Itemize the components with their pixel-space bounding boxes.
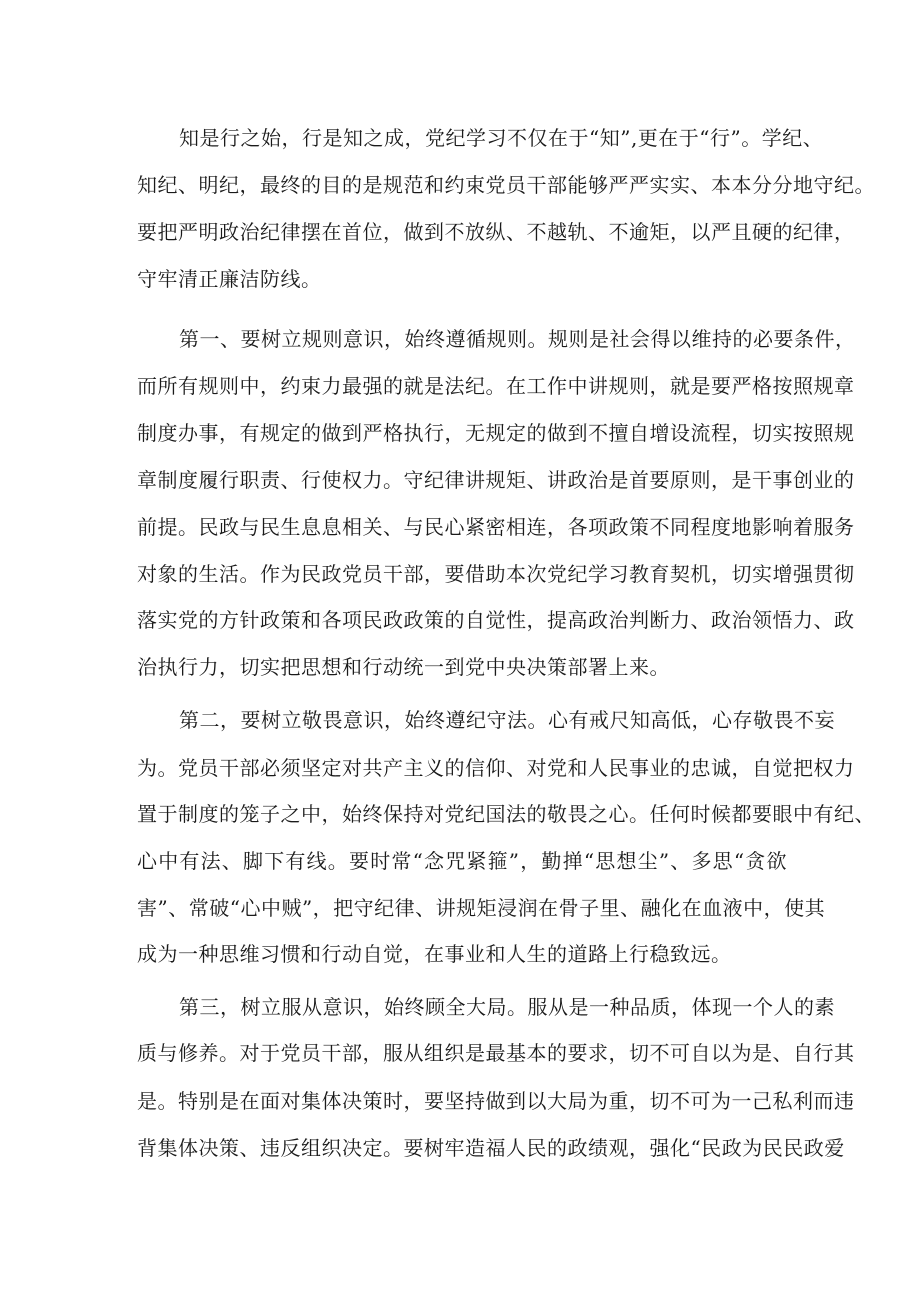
text-line: 治执行力，切实把思想和行动统一到党中央决策部署上来。 [137, 655, 670, 679]
text-line: 知是行之始，行是知之成，党纪学习不仅在于“知”,更在于“行”。学纪、 [179, 126, 824, 150]
text-line: 知纪、明纪，最终的目的是规范和约束党员干部能够严严实实、本本分分地守纪。 [137, 173, 875, 197]
text-line: 第一、要树立规则意识，始终遵循规则。规则是社会得以维持的必要条件， [179, 327, 856, 351]
text-line: 落实党的方针政策和各项民政政策的自觉性，提高政治判断力、政治领悟力、政 [137, 608, 855, 632]
text-line: 要把严明政治纪律摆在首位，做到不放纵、不越轨、不逾矩，以严且硬的纪律， [137, 220, 855, 244]
text-line: 前提。民政与民生息息相关、与民心紧密相连，各项政策不同程度地影响着服务 [137, 515, 855, 539]
text-line: 置于制度的笼子之中，始终保持对党纪国法的敬畏之心。任何时候都要眼中有纪、 [137, 802, 875, 826]
text-line: 第二，要树立敬畏意识，始终遵纪守法。心有戒尺知高低，心存敬畏不妄 [179, 708, 835, 732]
text-line: 背集体决策、违反组织决定。要树牢造福人民的政绩观，强化“民政为民民政爱 [137, 1136, 845, 1160]
text-line: 心中有法、脚下有线。要时常“念咒紧箍”，勤掸“思想尘”、多思“贪欲 [137, 849, 787, 873]
text-line: 制度办事，有规定的做到严格执行，无规定的做到不擅自增设流程，切实按照规 [137, 421, 855, 445]
text-line: 害”、常破“心中贼”，把守纪律、讲规矩浸润在骨子里、融化在血液中，使其 [137, 896, 826, 920]
text-line: 章制度履行职责、行使权力。守纪律讲规矩、讲政治是首要原则，是干事创业的 [137, 468, 855, 492]
text-line: 为。党员干部必须坚定对共产主义的信仰、对党和人民事业的忠诚，自觉把权力 [137, 756, 855, 780]
text-line: 守牢清正廉洁防线。 [137, 267, 322, 291]
text-line: 而所有规则中，约束力最强的就是法纪。在工作中讲规则，就是要严格按照规章 [137, 374, 855, 398]
text-line: 对象的生活。作为民政党员干部，要借助本次党纪学习教育契机，切实增强贯彻 [137, 562, 855, 586]
text-line: 是。特别是在面对集体决策时，要坚持做到以大局为重，切不可为一己私利而违 [137, 1089, 855, 1113]
text-line: 第三，树立服从意识，始终顾全大局。服从是一种品质，体现一个人的素 [179, 995, 835, 1019]
text-line: 质与修养。对于党员干部，服从组织是最基本的要求，切不可自以为是、自行其 [137, 1041, 855, 1065]
text-line: 成为一种思维习惯和行动自觉，在事业和人生的道路上行稳致远。 [137, 942, 732, 966]
